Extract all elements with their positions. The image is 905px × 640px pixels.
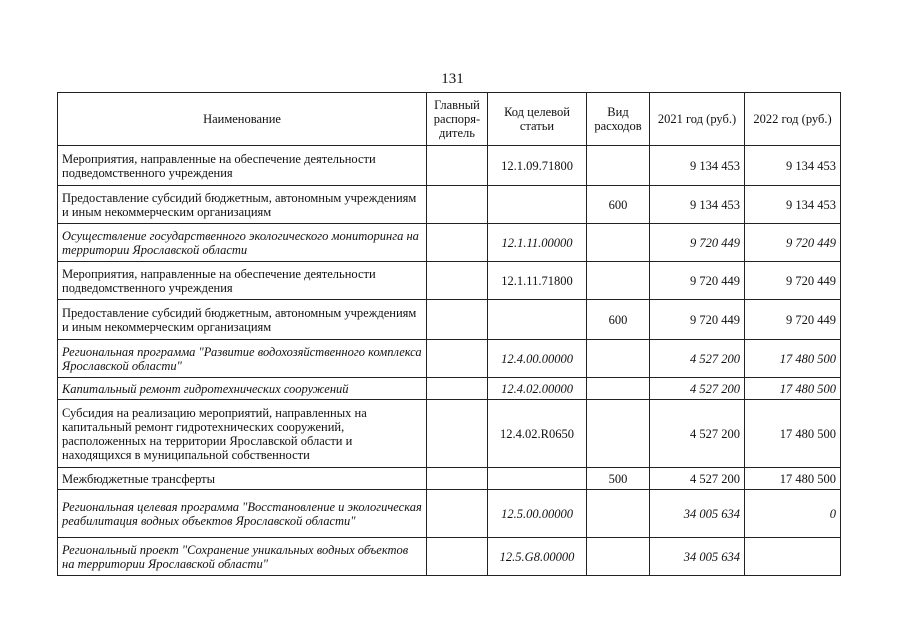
- row-name: Региональная программа "Развитие водохозяйственного комплекса Ярославской области": [58, 340, 427, 378]
- row-expense-type: [587, 262, 650, 300]
- row-name: Капитальный ремонт гидротехнических сооружений: [58, 378, 427, 400]
- budget-table: [57, 92, 841, 576]
- row-code: [488, 186, 587, 224]
- row-2021: 4 527 200: [650, 400, 745, 468]
- table-row: [58, 490, 841, 538]
- row-manager: [427, 538, 488, 576]
- table-row: [58, 340, 841, 378]
- row-2022: 0: [745, 490, 841, 538]
- row-expense-type: [587, 490, 650, 538]
- row-manager: [427, 340, 488, 378]
- row-name: Региональный проект "Сохранение уникальных водных объектов на территории Ярославской области": [58, 538, 427, 576]
- row-name: Мероприятия, направленные на обеспечение деятельности подведомственного учреждения: [58, 146, 427, 186]
- row-name: Субсидия на реализацию мероприятий, направленных на капитальный ремонт гидротехнических сооружений, расположенных на территории Ярославской области и находящихся в муниципальной собственности: [58, 400, 427, 468]
- row-name: Региональная целевая программа "Восстановление и экологическая реабилитация водных объектов Ярославской области": [58, 490, 427, 538]
- header-name: Наименование: [58, 93, 427, 146]
- row-code: [488, 468, 587, 490]
- row-manager: [427, 300, 488, 340]
- row-2021: 9 720 449: [650, 224, 745, 262]
- row-code: 12.4.02.00000: [488, 378, 587, 400]
- row-expense-type: 500: [587, 468, 650, 490]
- row-expense-type: [587, 378, 650, 400]
- table-body: [58, 146, 841, 576]
- row-2022: 17 480 500: [745, 340, 841, 378]
- row-code: 12.1.09.71800: [488, 146, 587, 186]
- page-number: 131: [441, 71, 464, 87]
- table-row: [58, 378, 841, 400]
- row-manager: [427, 378, 488, 400]
- header-expense-type: Вид расходов: [587, 93, 650, 146]
- row-name: Мероприятия, направленные на обеспечение деятельности подведомственного учреждения: [58, 262, 427, 300]
- row-code: [488, 300, 587, 340]
- row-expense-type: [587, 224, 650, 262]
- row-2021: 4 527 200: [650, 378, 745, 400]
- row-code: 12.4.02.R0650: [488, 400, 587, 468]
- row-expense-type: 600: [587, 186, 650, 224]
- row-2022: 9 134 453: [745, 146, 841, 186]
- row-code: 12.4.00.00000: [488, 340, 587, 378]
- row-code: 12.1.11.71800: [488, 262, 587, 300]
- table-row: [58, 400, 841, 468]
- header-manager: Главный распоря-дитель: [427, 93, 488, 146]
- row-expense-type: [587, 340, 650, 378]
- row-manager: [427, 224, 488, 262]
- row-2022: 9 720 449: [745, 300, 841, 340]
- row-2021: 9 720 449: [650, 300, 745, 340]
- row-2021: 9 134 453: [650, 146, 745, 186]
- row-2022: 9 134 453: [745, 186, 841, 224]
- row-expense-type: [587, 400, 650, 468]
- table-row: [58, 186, 841, 224]
- row-code: 12.1.11.00000: [488, 224, 587, 262]
- row-2022: 9 720 449: [745, 262, 841, 300]
- row-code: 12.5.G8.00000: [488, 538, 587, 576]
- row-2021: 34 005 634: [650, 538, 745, 576]
- table-row: [58, 224, 841, 262]
- row-2021: 34 005 634: [650, 490, 745, 538]
- row-expense-type: 600: [587, 300, 650, 340]
- header-2022: 2022 год (руб.): [745, 93, 841, 146]
- table-row: [58, 146, 841, 186]
- row-2021: 9 134 453: [650, 186, 745, 224]
- table-row: [58, 468, 841, 490]
- row-expense-type: [587, 538, 650, 576]
- row-expense-type: [587, 146, 650, 186]
- row-2022: 17 480 500: [745, 378, 841, 400]
- row-manager: [427, 490, 488, 538]
- table-header: [58, 93, 841, 146]
- row-manager: [427, 262, 488, 300]
- row-name: Межбюджетные трансферты: [58, 468, 427, 490]
- row-2021: 4 527 200: [650, 340, 745, 378]
- table-row: [58, 538, 841, 576]
- row-2021: 4 527 200: [650, 468, 745, 490]
- row-manager: [427, 468, 488, 490]
- header-code: Код целевой статьи: [488, 93, 587, 146]
- row-code: 12.5.00.00000: [488, 490, 587, 538]
- row-manager: [427, 400, 488, 468]
- header-row: [58, 93, 841, 146]
- row-name: Предоставление субсидий бюджетным, автономным учреждениям и иным некоммерческим организациям: [58, 300, 427, 340]
- row-name: Предоставление субсидий бюджетным, автономным учреждениям и иным некоммерческим организациям: [58, 186, 427, 224]
- row-manager: [427, 186, 488, 224]
- row-2022: 9 720 449: [745, 224, 841, 262]
- row-2022: 17 480 500: [745, 468, 841, 490]
- table-row: [58, 300, 841, 340]
- table-row: [58, 262, 841, 300]
- row-name: Осуществление государственного экологического мониторинга на территории Ярославской области: [58, 224, 427, 262]
- row-2022: [745, 538, 841, 576]
- row-manager: [427, 146, 488, 186]
- header-2021: 2021 год (руб.): [650, 93, 745, 146]
- row-2021: 9 720 449: [650, 262, 745, 300]
- row-2022: 17 480 500: [745, 400, 841, 468]
